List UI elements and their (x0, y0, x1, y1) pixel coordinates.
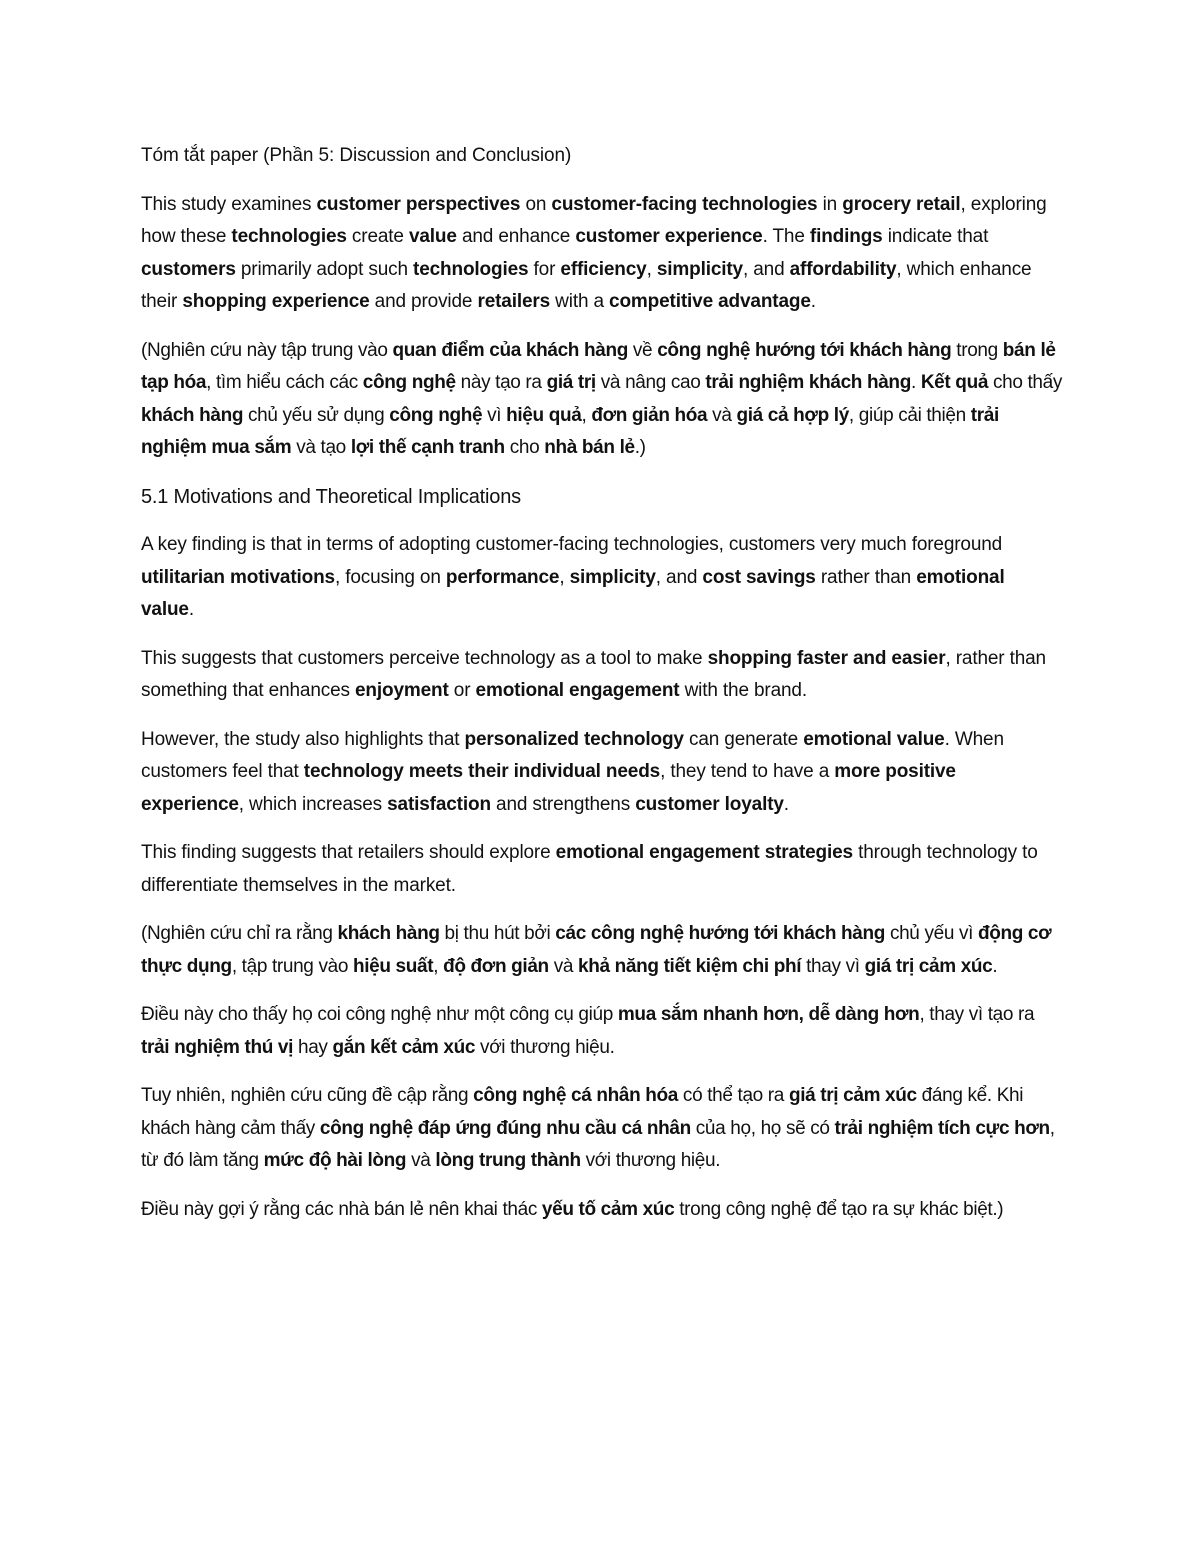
bold-phrase: mua sắm nhanh hơn, dễ dàng hơn (617, 1004, 920, 1025)
bold-phrase: grocery retail (842, 193, 961, 215)
bold-phrase: technologies (413, 258, 529, 280)
text-run: and enhance (456, 226, 576, 247)
text-run: và (548, 955, 579, 977)
text-run: Tuy nhiên, nghiên cứu cũng đề cập rằng (141, 1085, 474, 1106)
document-body (141, 189, 1062, 1227)
bold-phrase: công nghệ đáp ứng đúng nhu cầu cá nhân (319, 1117, 691, 1139)
text-run: về (627, 339, 658, 361)
bold-phrase: hiệu suất (352, 955, 434, 977)
bold-phrase: efficiency (560, 258, 647, 280)
text-run: có thể tạo ra (678, 1085, 789, 1106)
text-run: thay vì (801, 955, 865, 977)
bold-phrase: cost savings (702, 566, 816, 588)
text-run: However, the study also highlights that (141, 728, 465, 750)
text-run: through technology to differentiate themselves in the market. (141, 842, 1038, 896)
text-run: với thương hiệu. (475, 1036, 615, 1058)
bold-phrase: competitive advantage (609, 291, 811, 312)
bold-phrase: các công nghệ hướng tới khách hàng (555, 923, 886, 944)
text-run: , focusing on (334, 566, 446, 588)
bold-phrase: quan điểm của khách hàng (392, 339, 628, 361)
paragraph-suggests (141, 643, 1062, 708)
bold-phrase: customer-facing technologies (551, 193, 818, 215)
paragraph-vn-2 (141, 999, 1062, 1064)
text-run: or (448, 680, 476, 701)
bold-phrase: trải nghiệm thú vị (141, 1036, 294, 1058)
text-run: This study examines (141, 193, 317, 215)
text-run: , and (742, 258, 790, 280)
bold-phrase: khách hàng (141, 404, 244, 426)
bold-phrase: emotional engagement (475, 680, 680, 701)
text-run: This finding suggests that retailers should explore (141, 842, 556, 863)
text-run: This suggests that customers perceive technology as a tool to make (141, 647, 708, 669)
bold-phrase: utilitarian motivations (141, 566, 335, 588)
text-run: cho thấy (988, 372, 1063, 393)
text-run: with the brand. (679, 680, 807, 701)
bold-phrase: technology meets their individual needs (303, 761, 661, 782)
text-run: của họ, họ sẽ có (690, 1117, 835, 1139)
bold-phrase: lòng trung thành (435, 1150, 581, 1171)
text-run: , (433, 955, 444, 977)
bold-phrase: emotional engagement strategies (555, 842, 853, 863)
text-run: and provide (369, 291, 478, 312)
bold-phrase: Kết quả (920, 372, 989, 393)
text-run: . (810, 291, 816, 312)
text-run: này tạo ra (455, 372, 547, 393)
bold-phrase: enjoyment (355, 680, 449, 701)
text-run: với thương hiệu. (580, 1150, 721, 1171)
text-run: và tạo (291, 437, 351, 458)
text-run: . (783, 793, 789, 815)
bold-phrase: trải nghiệm tích cực hơn (834, 1117, 1050, 1139)
text-run: Điều này gợi ý rằng các nhà bán lẻ nên khai thác (141, 1198, 542, 1220)
bold-phrase: customers (141, 258, 236, 280)
bold-phrase: satisfaction (387, 793, 491, 815)
bold-phrase: công nghệ (389, 404, 483, 426)
bold-phrase: gắn kết cảm xúc (332, 1036, 476, 1058)
bold-phrase: giá trị cảm xúc (788, 1085, 917, 1106)
text-run: Điều này cho thấy họ coi công nghệ như một công cụ giúp (141, 1004, 618, 1025)
text-run: can generate (683, 728, 804, 750)
text-run: cho (504, 437, 545, 458)
text-run: và nâng cao (595, 372, 706, 393)
paragraph-this-finding (141, 837, 1062, 902)
text-run: , they tend to have a (660, 761, 835, 782)
text-run: primarily adopt such (235, 258, 414, 280)
bold-phrase: shopping faster and easier (707, 647, 946, 669)
bold-phrase: technologies (231, 226, 347, 247)
bold-phrase: shopping experience (182, 291, 370, 312)
text-run: , tập trung vào (231, 955, 353, 977)
bold-phrase: emotional value (141, 566, 1005, 620)
text-run: in (817, 193, 843, 215)
text-run: , which increases (238, 793, 388, 815)
text-run: , rather than something that enhances (141, 647, 1046, 701)
bold-phrase: độ đơn giản (443, 955, 549, 977)
bold-phrase: đơn giản hóa (591, 404, 708, 426)
bold-phrase: giá cả hợp lý (736, 404, 849, 426)
bold-phrase: khách hàng (337, 923, 440, 944)
bold-phrase: value (408, 226, 457, 247)
text-run: .) (634, 437, 646, 458)
bold-phrase: trải nghiệm khách hàng (705, 372, 911, 393)
bold-phrase: personalized technology (464, 728, 684, 750)
text-run: (Nghiên cứu chỉ ra rằng (141, 923, 338, 944)
bold-phrase: lợi thế cạnh tranh (350, 437, 505, 458)
paragraph-vn-4 (141, 1194, 1062, 1227)
text-run: (Nghiên cứu này tập trung vào (141, 339, 393, 361)
text-run: , and (655, 566, 703, 588)
bold-phrase: giá trị (546, 372, 596, 393)
bold-phrase: công nghệ cá nhân hóa (473, 1085, 678, 1106)
bold-phrase: customer loyalty (635, 793, 784, 815)
text-run: on (520, 193, 552, 215)
bold-phrase: performance (445, 566, 560, 588)
bold-phrase: hiệu quả (506, 404, 582, 426)
text-run: , thay vì tạo ra (919, 1004, 1035, 1025)
text-run: chủ yếu vì (885, 923, 978, 944)
text-run: đáng kể. Khi khách hàng cảm thấy (141, 1085, 1024, 1139)
text-run: . (992, 955, 998, 977)
bold-phrase: khả năng tiết kiệm chi phí (578, 955, 802, 977)
text-run: with a (550, 291, 610, 312)
text-run: hay (293, 1036, 333, 1058)
text-run: và (707, 404, 737, 426)
paragraph-vn-1 (141, 918, 1062, 983)
bold-phrase: công nghệ (362, 372, 456, 393)
text-run: for (528, 258, 561, 280)
text-run: . When customers feel that (141, 728, 1004, 782)
text-run: , giúp cải thiện (848, 404, 971, 426)
paragraph-however (141, 724, 1062, 822)
bold-phrase: simplicity (569, 566, 656, 588)
bold-phrase: affordability (789, 258, 897, 280)
paragraph-key-finding (141, 529, 1062, 627)
bold-phrase: customer perspectives (316, 193, 521, 215)
text-run: and strengthens (490, 793, 636, 815)
bold-phrase: findings (809, 226, 883, 247)
text-run: , (559, 566, 570, 588)
text-run: vì (482, 404, 507, 426)
bold-phrase: customer experience (575, 226, 763, 247)
bold-phrase: công nghệ hướng tới khách hàng (657, 339, 952, 361)
text-run: A key finding is that in terms of adopting customer-facing technologies, customers very much foreground (141, 534, 1003, 555)
paragraph-intro-en (141, 189, 1062, 319)
bold-phrase: emotional value (803, 728, 945, 750)
text-run: trong công nghệ để tạo ra sự khác biệt.) (674, 1198, 1004, 1220)
bold-phrase: mức độ hài lòng (263, 1150, 407, 1171)
bold-phrase: bán lẻ tạp hóa (141, 339, 1056, 393)
text-run: , which enhance their (141, 258, 1032, 312)
text-run: bị thu hút bởi (439, 923, 556, 944)
text-run: , exploring how these (141, 193, 1047, 247)
bold-phrase: retailers (477, 291, 551, 312)
text-run: và (406, 1150, 436, 1171)
text-run: . (910, 372, 921, 393)
text-run: create (346, 226, 409, 247)
bold-phrase: simplicity (656, 258, 743, 280)
text-run: trong (951, 339, 1003, 361)
paragraph-vn-3 (141, 1080, 1062, 1178)
document-title: Tóm tắt paper (Phần 5: Discussion and Conclusion) (141, 145, 572, 166)
bold-phrase: nhà bán lẻ (544, 437, 635, 458)
text-run: . (188, 599, 194, 620)
bold-phrase: trải nghiệm mua sắm (141, 404, 999, 458)
bold-phrase: yếu tố cảm xúc (541, 1198, 675, 1220)
text-run: , (581, 404, 592, 426)
paragraph-intro-vn (141, 335, 1062, 465)
bold-phrase: more positive experience (141, 761, 956, 815)
text-run: indicate that (882, 226, 989, 247)
text-run: , (646, 258, 657, 280)
text-run: . The (762, 226, 810, 247)
bold-phrase: động cơ thực dụng (141, 923, 1052, 977)
text-run: , tìm hiểu cách các (206, 372, 363, 393)
text-run: chủ yếu sử dụng (243, 404, 390, 426)
text-run: rather than (815, 566, 917, 588)
section-heading-5-1: 5.1 Motivations and Theoretical Implications (141, 485, 521, 508)
bold-phrase: giá trị cảm xúc (864, 955, 993, 977)
text-run: , từ đó làm tăng (141, 1117, 1055, 1171)
